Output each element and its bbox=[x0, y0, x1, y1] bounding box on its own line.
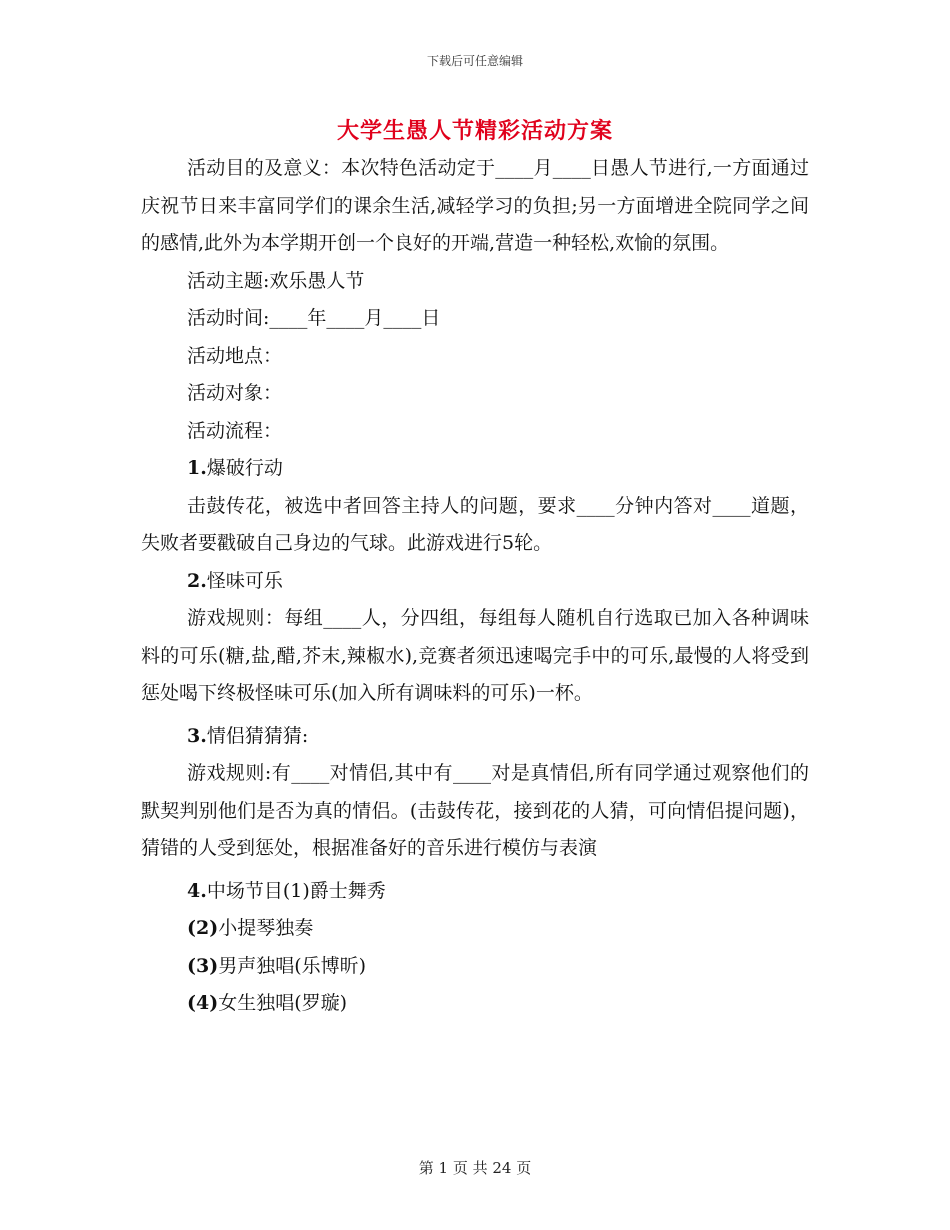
program-item-4 bbox=[141, 985, 809, 1023]
item1-title: 爆破行动 bbox=[206, 457, 283, 479]
item2-title: 怪味可乐 bbox=[206, 569, 283, 592]
item3-title: 情侣猜猜猜: bbox=[206, 724, 309, 747]
item1-paragraph: 击鼓传花，被选中者回答主持人的问题，要求____分钟内答对____道题，失败者要戳破自己身边的气球。此游戏进行5轮。 bbox=[141, 494, 809, 554]
purpose-paragraph: 活动目的及意义：本次特色活动定于____月____日愚人节进行,一方面通过庆祝节日来丰富同学们的课余生活,减轻学习的负担;另一方面增进全院同学之间的感情,此外为本学期开创一个良好的开端,营造一种轻松,欢愉的氛围。 bbox=[141, 157, 809, 254]
item3-number: 3. bbox=[187, 724, 207, 747]
flow-line: 活动流程： bbox=[187, 419, 283, 442]
item3-heading bbox=[141, 718, 809, 756]
item4-title: 中场节目(1)爵士舞秀 bbox=[206, 879, 386, 902]
theme-line: 活动主题:欢乐愚人节 bbox=[187, 269, 365, 292]
header-note: 下载后可任意编辑 bbox=[426, 54, 523, 68]
item2-number: 2. bbox=[187, 569, 207, 592]
time-line: 活动时间:____年____月____日 bbox=[187, 307, 441, 329]
page-number: 第 1 页 共 24 页 bbox=[418, 1159, 532, 1177]
program-item-2 bbox=[141, 910, 809, 948]
program-item-3 bbox=[141, 948, 809, 986]
item3-paragraph: 游戏规则:有____对情侣,其中有____对是真情侣,所有同学通过观察他们的默契判别他们是否为真的情侣。(击鼓传花，接到花的人猜，可向情侣提问题)，猜错的人受到惩处，根据准备好的音乐进行模仿与表演 bbox=[141, 762, 809, 859]
place-line: 活动地点： bbox=[187, 344, 283, 367]
item4-heading bbox=[141, 873, 809, 911]
item1-heading bbox=[141, 450, 809, 488]
item2-paragraph: 游戏规则：每组____人，分四组，每组每人随机自行选取已加入各种调味料的可乐(糖,盐,醋,芥末,辣椒水),竞赛者须迅速喝完手中的可乐,最慢的人将受到惩处喝下终极怪味可乐(加入所有调味料的可乐)一杯。 bbox=[141, 607, 809, 704]
item1-number: 1. bbox=[187, 457, 207, 479]
program-3-text: 男声独唱(乐博昕) bbox=[218, 954, 367, 977]
document-body bbox=[141, 150, 809, 1023]
program-3-number: (3) bbox=[187, 954, 219, 977]
program-4-text: 女生独唱(罗璇) bbox=[218, 992, 348, 1014]
program-2-number: (2) bbox=[187, 917, 219, 939]
document-title: 大学生愚人节精彩活动方案 bbox=[336, 118, 613, 144]
target-line: 活动对象： bbox=[187, 382, 283, 404]
item4-number: 4. bbox=[187, 879, 207, 902]
program-4-number: (4) bbox=[187, 992, 219, 1014]
program-2-text: 小提琴独奏 bbox=[218, 917, 314, 939]
item2-heading bbox=[141, 563, 809, 601]
